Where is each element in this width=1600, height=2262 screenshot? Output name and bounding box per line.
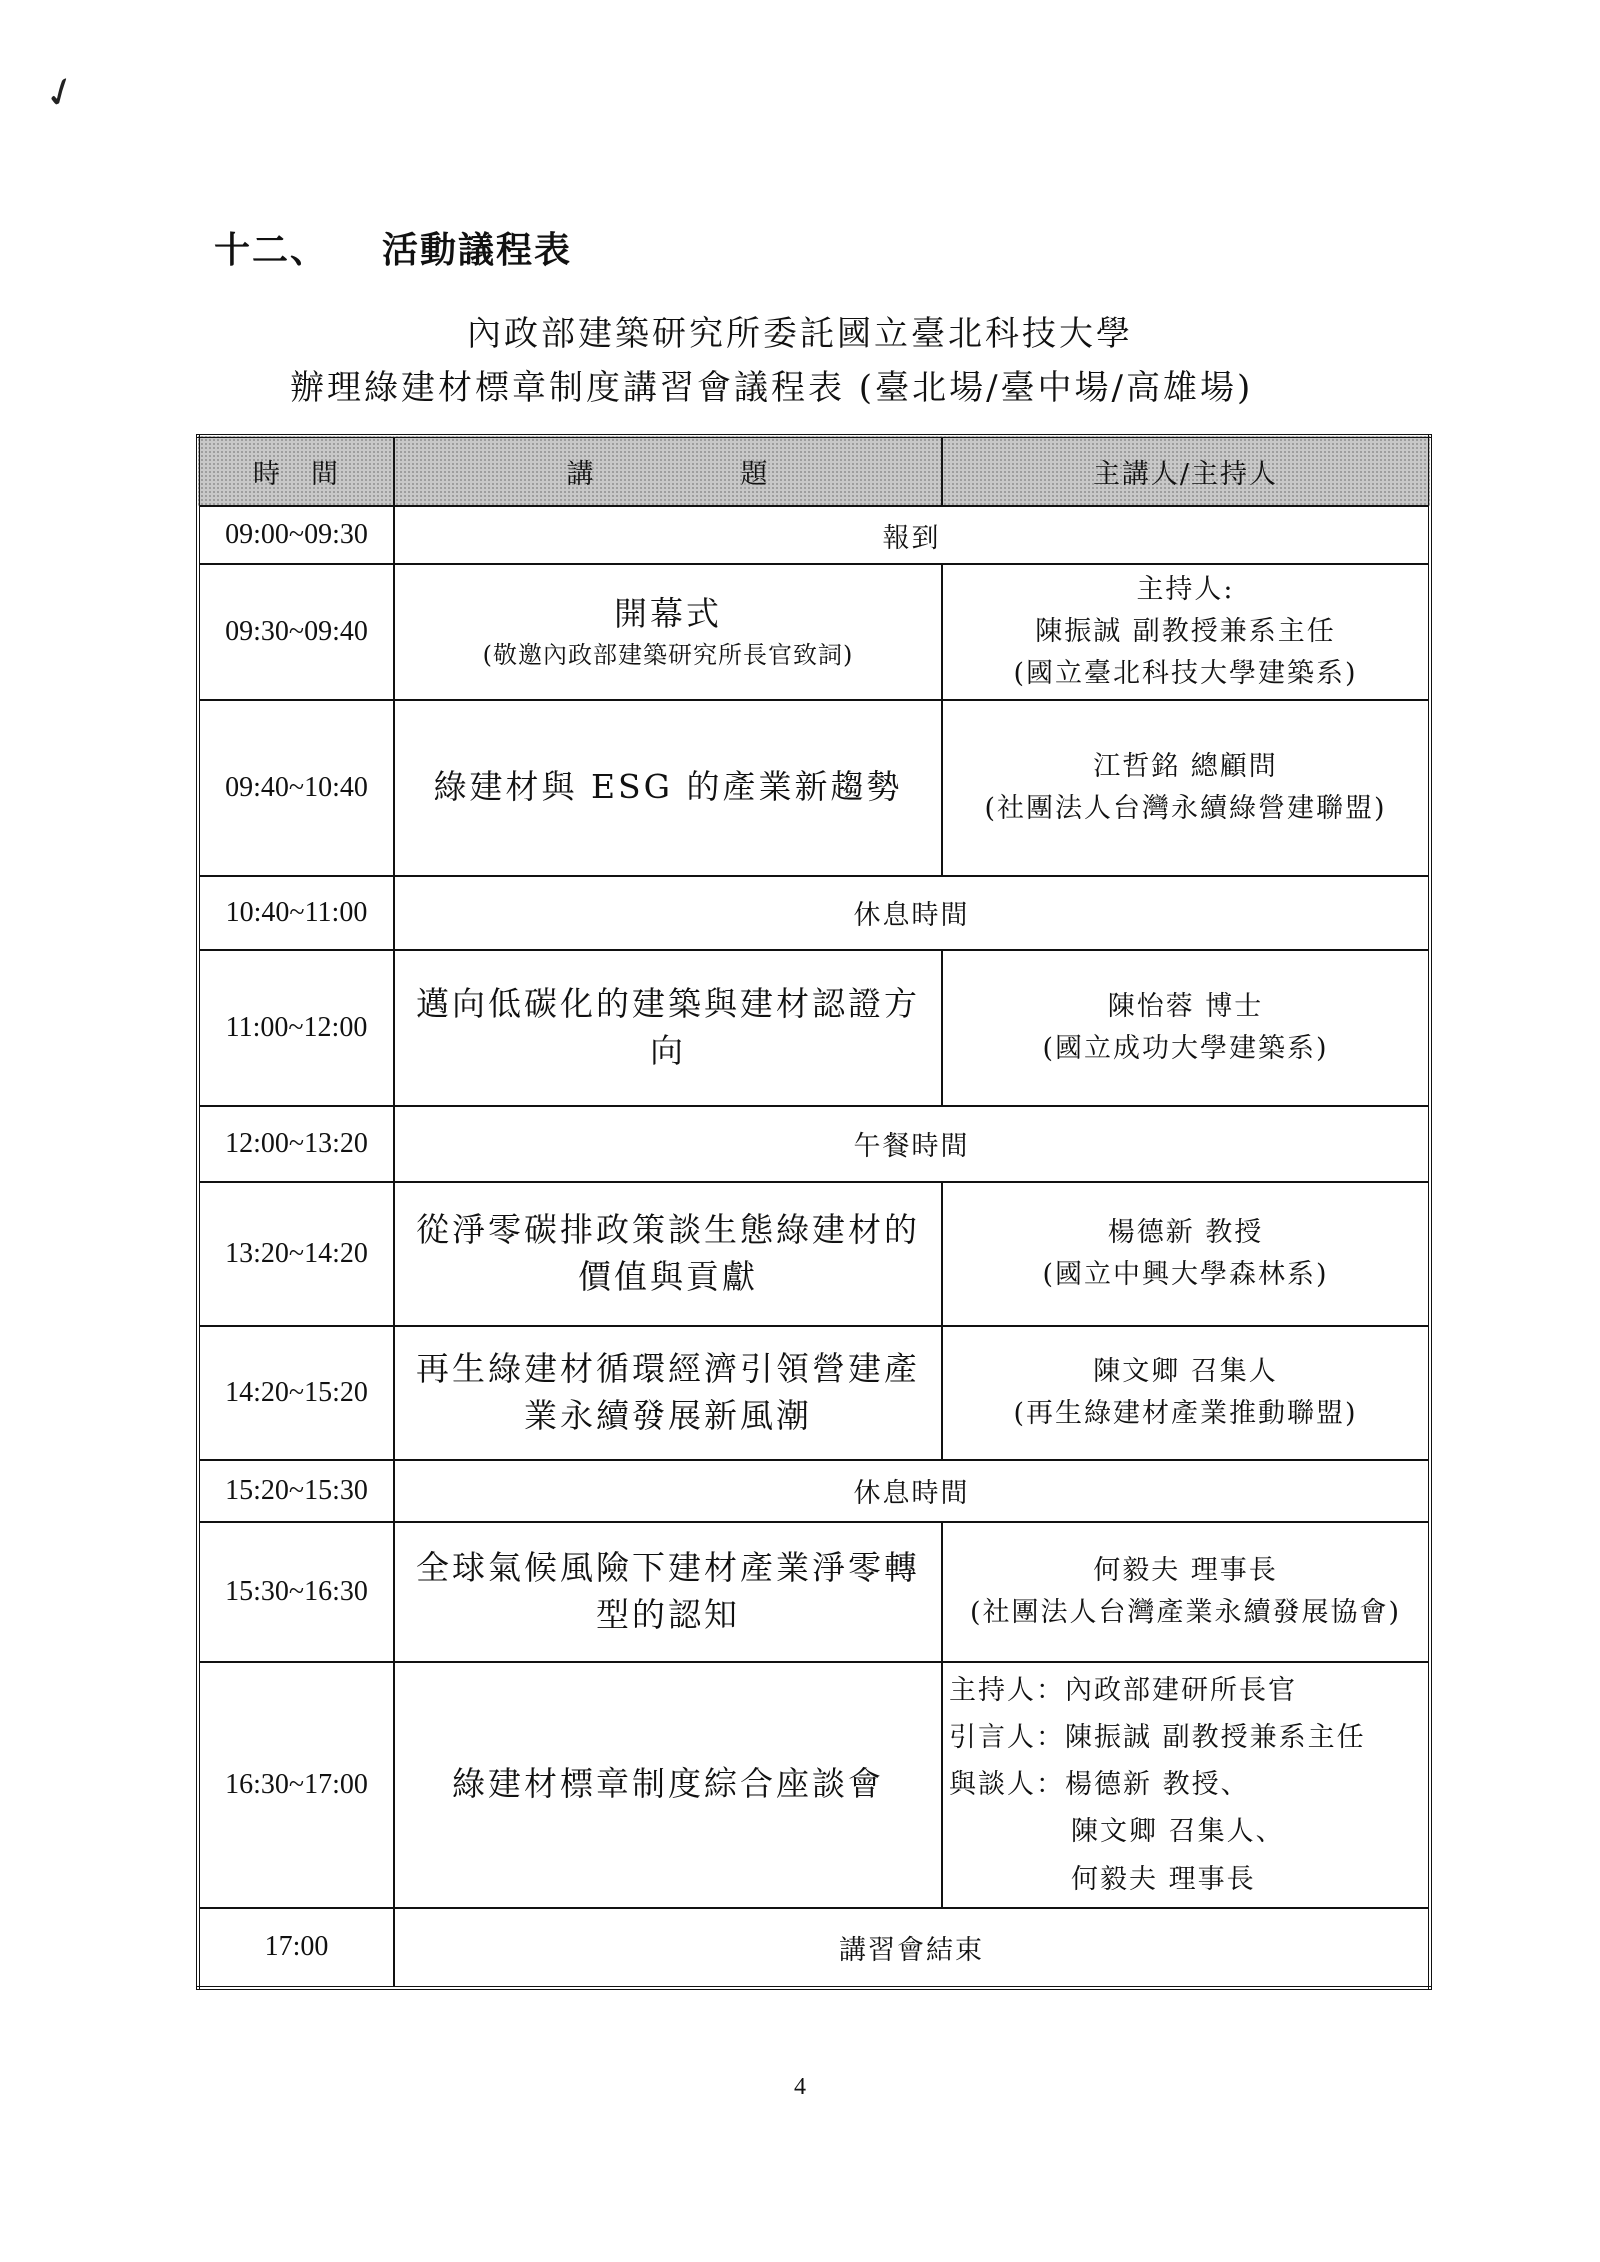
agenda-table — [196, 434, 1432, 1990]
row-time: 09:30~09:40 — [198, 564, 394, 700]
section-number: 十二、 — [214, 229, 329, 271]
row-topic: 再生綠建材循環經濟引領營建產業永續發展新風潮 — [394, 1326, 942, 1460]
row-speaker — [942, 950, 1430, 1106]
table-row — [198, 876, 1430, 950]
row-time: 09:00~09:30 — [198, 506, 394, 564]
row-time: 10:40~11:00 — [198, 876, 394, 950]
row-time: 15:30~16:30 — [198, 1522, 394, 1662]
speaker-line: (國立中興大學森林系) — [1042, 1258, 1329, 1290]
row-activity: 報到 — [394, 506, 1430, 564]
panel-line: 與談人：楊德新 教授、 — [949, 1769, 1250, 1801]
table-row — [198, 1182, 1430, 1326]
panel-line: 引言人：陳振誠 副教授兼系主任 — [949, 1721, 1366, 1753]
document-title-line-1: 內政部建築研究所委託國立臺北科技大學 — [467, 314, 1133, 354]
row-speaker — [942, 1182, 1430, 1326]
section-heading — [214, 222, 572, 273]
topic-note: (敬邀內政部建築研究所長官致詞) — [482, 641, 854, 670]
speaker-line: 陳文卿 召集人 — [1093, 1355, 1278, 1387]
row-topic: 綠建材與 ESG 的產業新趨勢 — [394, 700, 942, 876]
speaker-line: (再生綠建材產業推動聯盟) — [1013, 1397, 1358, 1429]
speaker-line: 何毅夫 理事長 — [1093, 1554, 1278, 1586]
speaker-line: 陳振誠 副教授兼系主任 — [1035, 615, 1336, 647]
panel-line: 陳文卿 召集人、 — [1071, 1816, 1285, 1848]
row-speaker — [942, 700, 1430, 876]
table-row — [198, 1326, 1430, 1460]
speaker-line: 陳怡蓉 博士 — [1107, 990, 1264, 1022]
row-topic: 邁向低碳化的建築與建材認證方向 — [394, 950, 942, 1106]
row-time: 11:00~12:00 — [198, 950, 394, 1106]
table-header-row — [198, 436, 1430, 506]
speaker-line: (社團法人台灣產業永續發展協會) — [969, 1596, 1402, 1628]
row-speaker — [942, 564, 1430, 700]
speaker-line: 江哲銘 總顧問 — [1093, 750, 1278, 782]
table-row — [198, 564, 1430, 700]
row-time: 16:30~17:00 — [198, 1662, 394, 1908]
header-speaker: 主講人/主持人 — [942, 436, 1430, 506]
panel-participants — [942, 1662, 1430, 1908]
row-activity: 休息時間 — [394, 876, 1430, 950]
table-row — [198, 1908, 1430, 1988]
table-row — [198, 506, 1430, 564]
speaker-line: 楊德新 教授 — [1107, 1216, 1264, 1248]
row-topic — [394, 564, 942, 700]
table-row — [198, 1460, 1430, 1522]
document-title-line-2: 辦理綠建材標章制度講習會議程表 (臺北場/臺中場/高雄場) — [290, 368, 1254, 408]
row-activity: 休息時間 — [394, 1460, 1430, 1522]
table-row — [198, 1522, 1430, 1662]
section-title: 活動議程表 — [382, 229, 573, 271]
row-time: 13:20~14:20 — [198, 1182, 394, 1326]
row-speaker — [942, 1326, 1430, 1460]
row-time: 17:00 — [198, 1908, 394, 1988]
table-row — [198, 700, 1430, 876]
speaker-line: (國立成功大學建築系) — [1042, 1032, 1329, 1064]
table-row — [198, 950, 1430, 1106]
row-time: 14:20~15:20 — [198, 1326, 394, 1460]
speaker-line: (國立臺北科技大學建築系) — [1013, 657, 1358, 689]
row-activity: 午餐時間 — [394, 1106, 1430, 1182]
row-topic: 綠建材標章制度綜合座談會 — [394, 1662, 942, 1908]
panel-line: 何毅夫 理事長 — [1071, 1863, 1256, 1895]
speaker-line: (社團法人台灣永續綠營建聯盟) — [984, 792, 1387, 824]
row-time: 15:20~15:30 — [198, 1460, 394, 1522]
panel-line: 主持人：內政部建研所長官 — [949, 1674, 1297, 1706]
header-topic: 講 題 — [394, 436, 942, 506]
row-topic: 從淨零碳排政策談生態綠建材的價值與貢獻 — [394, 1182, 942, 1326]
topic-title: 開幕式 — [614, 594, 722, 634]
row-activity: 講習會結束 — [394, 1908, 1430, 1988]
row-topic: 全球氣候風險下建材產業淨零轉型的認知 — [394, 1522, 942, 1662]
row-time: 12:00~13:20 — [198, 1106, 394, 1182]
row-speaker — [942, 1522, 1430, 1662]
table-row — [198, 1106, 1430, 1182]
speaker-line: 主持人: — [1136, 574, 1235, 605]
check-mark-icon: ✓ — [37, 65, 85, 121]
header-time: 時 間 — [198, 436, 394, 506]
table-row — [198, 1662, 1430, 1908]
page-number: 4 — [794, 2074, 806, 2100]
row-time: 09:40~10:40 — [198, 700, 394, 876]
